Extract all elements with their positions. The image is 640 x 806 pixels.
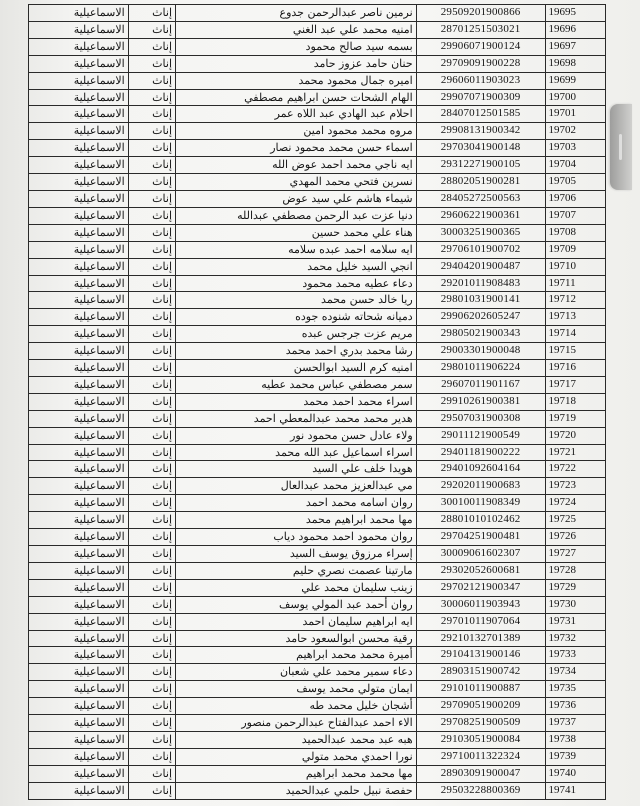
- gender-cell: إناث: [128, 275, 175, 292]
- gender-cell: إناث: [128, 579, 175, 596]
- gender-cell: إناث: [128, 140, 175, 157]
- gender-cell: إناث: [128, 292, 175, 309]
- serial-number-cell: 19720: [545, 427, 605, 444]
- governorate-cell: الاسماعيلية: [29, 715, 129, 732]
- serial-number-cell: 19734: [545, 664, 605, 681]
- governorate-cell: الاسماعيلية: [29, 5, 129, 22]
- name-cell: انجي السيد خليل محمد: [176, 258, 417, 275]
- table-row: [29, 393, 606, 410]
- name-cell: بسمه سيد صالح محمود: [176, 38, 417, 55]
- governorate-cell: الاسماعيلية: [29, 647, 129, 664]
- name-cell: رشا محمد بدري احمد محمد: [176, 343, 417, 360]
- national-id-cell: 30006011903943: [416, 596, 545, 613]
- national-id-cell: 29704251900481: [416, 529, 545, 546]
- serial-number-cell: 19704: [545, 157, 605, 174]
- name-cell: هويدا خلف علي السيد: [176, 461, 417, 478]
- gender-cell: إناث: [128, 495, 175, 512]
- national-id-cell: 30009061602307: [416, 546, 545, 563]
- name-cell: هبه عبد محمد عبدالحميد: [176, 731, 417, 748]
- name-cell: زينب سليمان محمد علي: [176, 579, 417, 596]
- serial-number-cell: 19737: [545, 715, 605, 732]
- governorate-cell: الاسماعيلية: [29, 292, 129, 309]
- gender-cell: إناث: [128, 647, 175, 664]
- serial-number-cell: 19700: [545, 89, 605, 106]
- governorate-cell: الاسماعيلية: [29, 174, 129, 191]
- name-cell: حفصة نبيل حلمي عبدالحميد: [176, 782, 417, 799]
- serial-number-cell: 19703: [545, 140, 605, 157]
- gender-cell: إناث: [128, 596, 175, 613]
- table-row: [29, 275, 606, 292]
- gender-cell: إناث: [128, 174, 175, 191]
- gender-cell: إناث: [128, 72, 175, 89]
- serial-number-cell: 19706: [545, 190, 605, 207]
- serial-number-cell: 19723: [545, 478, 605, 495]
- national-id-cell: 29708251900509: [416, 715, 545, 732]
- table-row: [29, 343, 606, 360]
- gender-cell: إناث: [128, 613, 175, 630]
- governorate-cell: الاسماعيلية: [29, 765, 129, 782]
- serial-number-cell: 19738: [545, 731, 605, 748]
- name-cell: اسراء محمد احمد محمد: [176, 393, 417, 410]
- scroll-handle[interactable]: [610, 104, 632, 190]
- national-id-cell: 29103051900084: [416, 731, 545, 748]
- records-table-body: [29, 5, 606, 800]
- name-cell: دعاء سمير محمد علي شعبان: [176, 664, 417, 681]
- table-row: [29, 495, 606, 512]
- gender-cell: إناث: [128, 309, 175, 326]
- name-cell: روان اسامه محمد احمد: [176, 495, 417, 512]
- table-row: [29, 427, 606, 444]
- serial-number-cell: 19708: [545, 224, 605, 241]
- national-id-cell: 29709051900209: [416, 698, 545, 715]
- table-row: [29, 731, 606, 748]
- governorate-cell: الاسماعيلية: [29, 579, 129, 596]
- national-id-cell: 29906202605247: [416, 309, 545, 326]
- serial-number-cell: 19714: [545, 326, 605, 343]
- table-row: [29, 613, 606, 630]
- serial-number-cell: 19729: [545, 579, 605, 596]
- table-row: [29, 546, 606, 563]
- national-id-cell: 29503228800369: [416, 782, 545, 799]
- governorate-cell: الاسماعيلية: [29, 529, 129, 546]
- governorate-cell: الاسماعيلية: [29, 157, 129, 174]
- national-id-cell: 29607011901167: [416, 376, 545, 393]
- table-row: [29, 630, 606, 647]
- table-row: [29, 258, 606, 275]
- national-id-cell: 30010011908349: [416, 495, 545, 512]
- governorate-cell: الاسماعيلية: [29, 461, 129, 478]
- name-cell: ايه سلامه احمد عبده سلامه: [176, 241, 417, 258]
- national-id-cell: 28903151900742: [416, 664, 545, 681]
- serial-number-cell: 19698: [545, 55, 605, 72]
- serial-number-cell: 19732: [545, 630, 605, 647]
- national-id-cell: 28701251503021: [416, 21, 545, 38]
- serial-number-cell: 19701: [545, 106, 605, 123]
- governorate-cell: الاسماعيلية: [29, 224, 129, 241]
- serial-number-cell: 19717: [545, 376, 605, 393]
- gender-cell: إناث: [128, 664, 175, 681]
- governorate-cell: الاسماعيلية: [29, 427, 129, 444]
- name-cell: ايه ناجي محمد احمد عوض الله: [176, 157, 417, 174]
- serial-number-cell: 19739: [545, 748, 605, 765]
- name-cell: امنيه محمد علي عبد الغني: [176, 21, 417, 38]
- national-id-cell: 29507031900308: [416, 410, 545, 427]
- national-id-cell: 29910261900381: [416, 393, 545, 410]
- governorate-cell: الاسماعيلية: [29, 546, 129, 563]
- name-cell: اسماء حسن محمد محمود نصار: [176, 140, 417, 157]
- governorate-cell: الاسماعيلية: [29, 326, 129, 343]
- serial-number-cell: 19727: [545, 546, 605, 563]
- table-row: [29, 309, 606, 326]
- serial-number-cell: 19718: [545, 393, 605, 410]
- gender-cell: إناث: [128, 38, 175, 55]
- name-cell: اميره جمال محمود محمد: [176, 72, 417, 89]
- national-id-cell: 29710011322324: [416, 748, 545, 765]
- serial-number-cell: 19736: [545, 698, 605, 715]
- governorate-cell: الاسماعيلية: [29, 258, 129, 275]
- serial-number-cell: 19710: [545, 258, 605, 275]
- name-cell: هناء علي محمد حسين: [176, 224, 417, 241]
- national-id-cell: 29210132701389: [416, 630, 545, 647]
- name-cell: رقية محسن ابوالسعود حامد: [176, 630, 417, 647]
- gender-cell: إناث: [128, 224, 175, 241]
- name-cell: مي عبدالعزيز محمد عبدالعال: [176, 478, 417, 495]
- name-cell: أشجان خليل محمد طه: [176, 698, 417, 715]
- gender-cell: إناث: [128, 241, 175, 258]
- name-cell: هدير محمد محمد عبدالمعطي احمد: [176, 410, 417, 427]
- table-row: [29, 579, 606, 596]
- governorate-cell: الاسماعيلية: [29, 309, 129, 326]
- national-id-cell: 29703041900148: [416, 140, 545, 157]
- name-cell: أميرة محمد محمد ابراهيم: [176, 647, 417, 664]
- gender-cell: إناث: [128, 546, 175, 563]
- table-row: [29, 106, 606, 123]
- serial-number-cell: 19699: [545, 72, 605, 89]
- gender-cell: إناث: [128, 343, 175, 360]
- governorate-cell: الاسماعيلية: [29, 241, 129, 258]
- gender-cell: إناث: [128, 89, 175, 106]
- gender-cell: إناث: [128, 715, 175, 732]
- serial-number-cell: 19712: [545, 292, 605, 309]
- national-id-cell: 29302052600681: [416, 562, 545, 579]
- gender-cell: إناث: [128, 765, 175, 782]
- table-row: [29, 89, 606, 106]
- governorate-cell: الاسماعيلية: [29, 38, 129, 55]
- governorate-cell: الاسماعيلية: [29, 495, 129, 512]
- table-row: [29, 376, 606, 393]
- table-row: [29, 715, 606, 732]
- name-cell: الاء احمد عبدالفتاح عبدالرحمن منصور: [176, 715, 417, 732]
- governorate-cell: الاسماعيلية: [29, 393, 129, 410]
- gender-cell: إناث: [128, 748, 175, 765]
- table-row: [29, 698, 606, 715]
- national-id-cell: 29702121900347: [416, 579, 545, 596]
- national-id-cell: 29401181900222: [416, 444, 545, 461]
- table-row: [29, 190, 606, 207]
- gender-cell: إناث: [128, 21, 175, 38]
- governorate-cell: الاسماعيلية: [29, 512, 129, 529]
- table-row: [29, 207, 606, 224]
- serial-number-cell: 19741: [545, 782, 605, 799]
- table-row: [29, 21, 606, 38]
- gender-cell: إناث: [128, 190, 175, 207]
- gender-cell: إناث: [128, 562, 175, 579]
- table-row: [29, 647, 606, 664]
- gender-cell: إناث: [128, 123, 175, 140]
- governorate-cell: الاسماعيلية: [29, 207, 129, 224]
- serial-number-cell: 19724: [545, 495, 605, 512]
- table-row: [29, 461, 606, 478]
- national-id-cell: 29801011906224: [416, 360, 545, 377]
- name-cell: إسراء مرزوق يوسف السيد: [176, 546, 417, 563]
- name-cell: روان محمود احمد محمود دياب: [176, 529, 417, 546]
- gender-cell: إناث: [128, 444, 175, 461]
- table-row: [29, 157, 606, 174]
- name-cell: مها محمد ابراهيم محمد: [176, 512, 417, 529]
- serial-number-cell: 19728: [545, 562, 605, 579]
- governorate-cell: الاسماعيلية: [29, 681, 129, 698]
- table-row: [29, 748, 606, 765]
- table-row: [29, 360, 606, 377]
- serial-number-cell: 19740: [545, 765, 605, 782]
- serial-number-cell: 19733: [545, 647, 605, 664]
- national-id-cell: 29312271900105: [416, 157, 545, 174]
- national-id-cell: 29805021900343: [416, 326, 545, 343]
- serial-number-cell: 19713: [545, 309, 605, 326]
- governorate-cell: الاسماعيلية: [29, 664, 129, 681]
- gender-cell: إناث: [128, 55, 175, 72]
- serial-number-cell: 19715: [545, 343, 605, 360]
- name-cell: سمر مصطفي عباس محمد عطيه: [176, 376, 417, 393]
- national-id-cell: 29101011900887: [416, 681, 545, 698]
- national-id-cell: 29906071900124: [416, 38, 545, 55]
- national-id-cell: 29201011908483: [416, 275, 545, 292]
- serial-number-cell: 19721: [545, 444, 605, 461]
- name-cell: نرمين ناصر عبدالرحمن جدوع: [176, 5, 417, 22]
- name-cell: ايه ابراهيم سليمان احمد: [176, 613, 417, 630]
- table-row: [29, 596, 606, 613]
- governorate-cell: الاسماعيلية: [29, 731, 129, 748]
- table-row: [29, 782, 606, 799]
- gender-cell: إناث: [128, 529, 175, 546]
- table-row: [29, 72, 606, 89]
- national-id-cell: 29701011907064: [416, 613, 545, 630]
- serial-number-cell: 19711: [545, 275, 605, 292]
- national-id-cell: 29202011900683: [416, 478, 545, 495]
- gender-cell: إناث: [128, 5, 175, 22]
- table-row: [29, 664, 606, 681]
- name-cell: مها محمد محمد ابراهيم: [176, 765, 417, 782]
- table-row: [29, 38, 606, 55]
- gender-cell: إناث: [128, 782, 175, 799]
- national-id-cell: 28405272500563: [416, 190, 545, 207]
- name-cell: ايمان متولي محمد يوسف: [176, 681, 417, 698]
- national-id-cell: 29606221900361: [416, 207, 545, 224]
- name-cell: ولاء عادل حسن محمود نور: [176, 427, 417, 444]
- governorate-cell: الاسماعيلية: [29, 106, 129, 123]
- national-id-cell: 29801031900141: [416, 292, 545, 309]
- gender-cell: إناث: [128, 410, 175, 427]
- name-cell: شيماء هاشم علي سيد عوض: [176, 190, 417, 207]
- governorate-cell: الاسماعيلية: [29, 89, 129, 106]
- name-cell: مروه محمد محمود امين: [176, 123, 417, 140]
- national-id-cell: 29011121900549: [416, 427, 545, 444]
- national-id-cell: 29709091900228: [416, 55, 545, 72]
- governorate-cell: الاسماعيلية: [29, 123, 129, 140]
- table-row: [29, 326, 606, 343]
- gender-cell: إناث: [128, 478, 175, 495]
- table-row: [29, 123, 606, 140]
- governorate-cell: الاسماعيلية: [29, 782, 129, 799]
- name-cell: دميانه شحاته شنوده جوده: [176, 309, 417, 326]
- gender-cell: إناث: [128, 427, 175, 444]
- gender-cell: إناث: [128, 461, 175, 478]
- records-table: [28, 4, 606, 800]
- gender-cell: إناث: [128, 698, 175, 715]
- serial-number-cell: 19730: [545, 596, 605, 613]
- name-cell: مريم عزت جرجس عبده: [176, 326, 417, 343]
- governorate-cell: الاسماعيلية: [29, 21, 129, 38]
- gender-cell: إناث: [128, 731, 175, 748]
- table-row: [29, 5, 606, 22]
- serial-number-cell: 19716: [545, 360, 605, 377]
- gender-cell: إناث: [128, 326, 175, 343]
- name-cell: حنان حامد عزوز حامد: [176, 55, 417, 72]
- national-id-cell: 29908131900342: [416, 123, 545, 140]
- table-row: [29, 55, 606, 72]
- national-id-cell: 29003301900048: [416, 343, 545, 360]
- serial-number-cell: 19697: [545, 38, 605, 55]
- governorate-cell: الاسماعيلية: [29, 630, 129, 647]
- serial-number-cell: 19702: [545, 123, 605, 140]
- table-row: [29, 681, 606, 698]
- gender-cell: إناث: [128, 512, 175, 529]
- serial-number-cell: 19707: [545, 207, 605, 224]
- national-id-cell: 29104131900146: [416, 647, 545, 664]
- gender-cell: إناث: [128, 258, 175, 275]
- table-row: [29, 765, 606, 782]
- national-id-cell: 28903091900047: [416, 765, 545, 782]
- national-id-cell: 28407012501585: [416, 106, 545, 123]
- gender-cell: إناث: [128, 376, 175, 393]
- gender-cell: إناث: [128, 106, 175, 123]
- table-row: [29, 529, 606, 546]
- table-row: [29, 478, 606, 495]
- name-cell: نورا احمدي محمد متولي: [176, 748, 417, 765]
- governorate-cell: الاسماعيلية: [29, 562, 129, 579]
- governorate-cell: الاسماعيلية: [29, 360, 129, 377]
- name-cell: دنيا عزت عبد الرحمن مصطفي عبدالله: [176, 207, 417, 224]
- serial-number-cell: 19722: [545, 461, 605, 478]
- table-row: [29, 140, 606, 157]
- governorate-cell: الاسماعيلية: [29, 444, 129, 461]
- governorate-cell: الاسماعيلية: [29, 410, 129, 427]
- serial-number-cell: 19695: [545, 5, 605, 22]
- table-row: [29, 241, 606, 258]
- name-cell: الهام الشحات حسن ابراهيم مصطفي: [176, 89, 417, 106]
- gender-cell: إناث: [128, 360, 175, 377]
- governorate-cell: الاسماعيلية: [29, 698, 129, 715]
- table-row: [29, 444, 606, 461]
- table-row: [29, 224, 606, 241]
- table-row: [29, 512, 606, 529]
- name-cell: نسرين فتحي محمد المهدي: [176, 174, 417, 191]
- national-id-cell: 29706101900702: [416, 241, 545, 258]
- name-cell: روان أحمد عبد المولي يوسف: [176, 596, 417, 613]
- gender-cell: إناث: [128, 681, 175, 698]
- serial-number-cell: 19709: [545, 241, 605, 258]
- governorate-cell: الاسماعيلية: [29, 275, 129, 292]
- governorate-cell: الاسماعيلية: [29, 613, 129, 630]
- gender-cell: إناث: [128, 207, 175, 224]
- national-id-cell: 28801010102462: [416, 512, 545, 529]
- governorate-cell: الاسماعيلية: [29, 748, 129, 765]
- serial-number-cell: 19731: [545, 613, 605, 630]
- name-cell: اسراء اسماعيل عبد الله محمد: [176, 444, 417, 461]
- national-id-cell: 28802051900281: [416, 174, 545, 191]
- table-row: [29, 292, 606, 309]
- gender-cell: إناث: [128, 630, 175, 647]
- serial-number-cell: 19705: [545, 174, 605, 191]
- national-id-cell: 29401092604164: [416, 461, 545, 478]
- table-row: [29, 410, 606, 427]
- national-id-cell: 29907071900309: [416, 89, 545, 106]
- table-row: [29, 174, 606, 191]
- table-row: [29, 562, 606, 579]
- serial-number-cell: 19735: [545, 681, 605, 698]
- governorate-cell: الاسماعيلية: [29, 376, 129, 393]
- national-id-cell: 29509201900866: [416, 5, 545, 22]
- serial-number-cell: 19726: [545, 529, 605, 546]
- gender-cell: إناث: [128, 393, 175, 410]
- governorate-cell: الاسماعيلية: [29, 55, 129, 72]
- governorate-cell: الاسماعيلية: [29, 343, 129, 360]
- name-cell: احلام عبد الهادي عبد اللاه عمر: [176, 106, 417, 123]
- national-id-cell: 30003251900365: [416, 224, 545, 241]
- gender-cell: إناث: [128, 157, 175, 174]
- serial-number-cell: 19719: [545, 410, 605, 427]
- governorate-cell: الاسماعيلية: [29, 72, 129, 89]
- name-cell: مارتينا عصمت نصري حليم: [176, 562, 417, 579]
- governorate-cell: الاسماعيلية: [29, 140, 129, 157]
- governorate-cell: الاسماعيلية: [29, 596, 129, 613]
- serial-number-cell: 19725: [545, 512, 605, 529]
- national-id-cell: 29606011903023: [416, 72, 545, 89]
- serial-number-cell: 19696: [545, 21, 605, 38]
- name-cell: امنيه كرم السيد ابوالحسن: [176, 360, 417, 377]
- governorate-cell: الاسماعيلية: [29, 190, 129, 207]
- name-cell: ريا خالد حسن محمد: [176, 292, 417, 309]
- governorate-cell: الاسماعيلية: [29, 478, 129, 495]
- name-cell: دعاء عطيه محمد محمود: [176, 275, 417, 292]
- national-id-cell: 29404201900487: [416, 258, 545, 275]
